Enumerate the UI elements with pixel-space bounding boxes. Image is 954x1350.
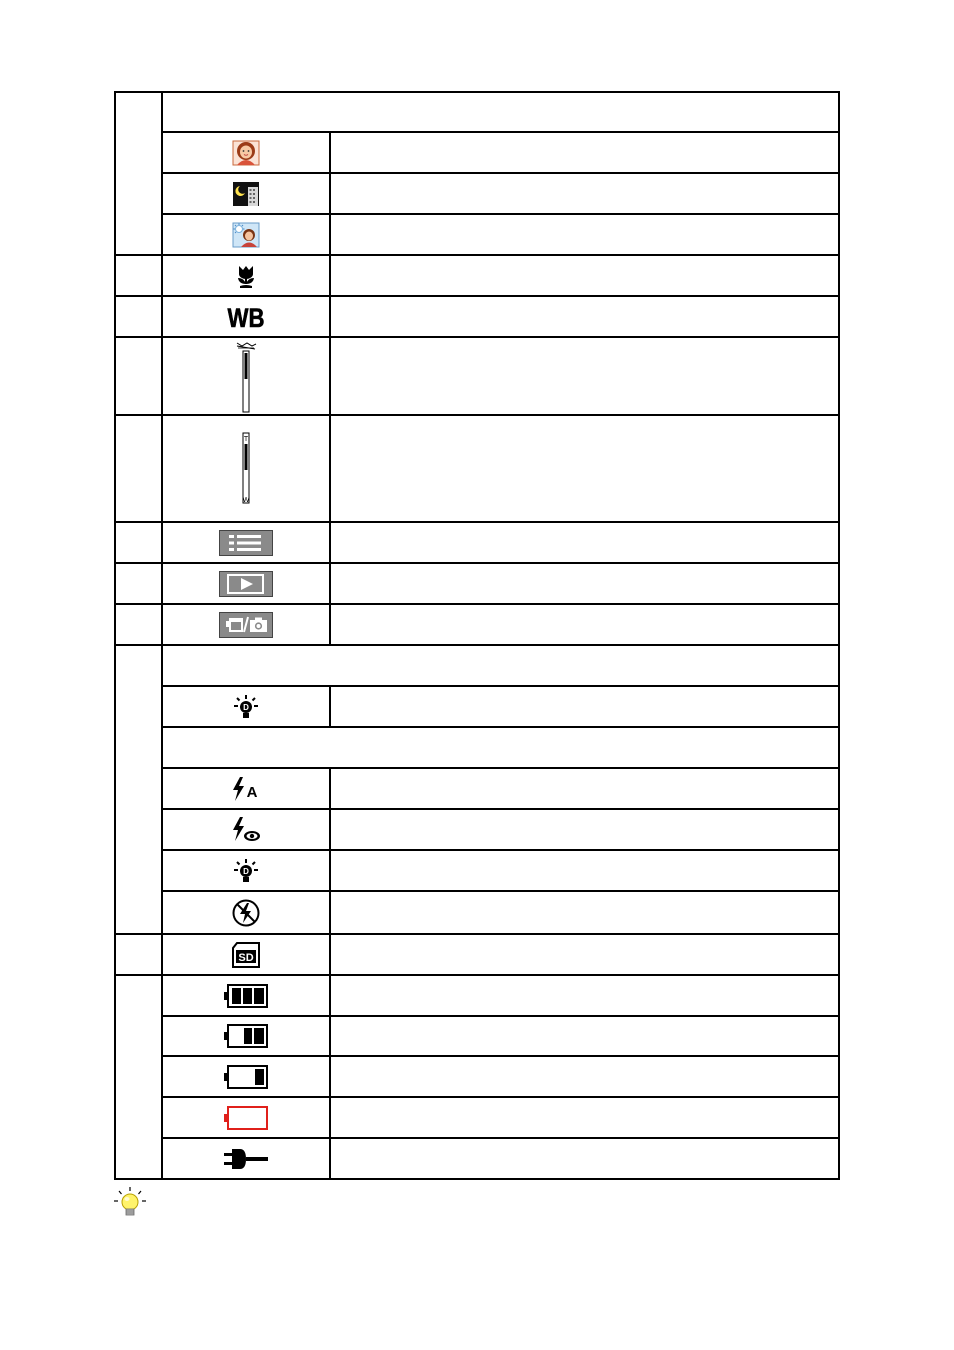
sd-card-icon — [162, 935, 330, 974]
white-balance-icon — [162, 297, 330, 336]
sd-card-label: SD — [238, 951, 254, 964]
zoom-wide-label: W — [242, 497, 250, 504]
macro-tulip-icon — [162, 256, 330, 295]
battery-empty-icon — [162, 1098, 330, 1137]
flash-auto-letter: A — [246, 783, 258, 801]
lightbulb-tip-icon — [112, 1186, 148, 1227]
playback-button-icon — [162, 564, 330, 603]
menu-button-icon — [162, 523, 330, 562]
digital-zoom-bar-icon — [162, 340, 330, 414]
table-divider — [162, 726, 840, 728]
flash-off-icon — [162, 892, 330, 933]
wb-text: WB — [227, 302, 265, 333]
flash-red-eye-icon — [162, 810, 330, 849]
flash-forced-on-icon — [162, 687, 330, 726]
flash-auto-icon — [162, 769, 330, 808]
zoom-tele-label: T — [243, 436, 249, 443]
optical-zoom-bar-icon — [162, 432, 330, 504]
battery-full-icon — [162, 976, 330, 1015]
battery-half-icon — [162, 1017, 330, 1055]
flash-on-letter: D — [243, 702, 249, 712]
flash-on-letter: D — [243, 866, 249, 876]
table-divider — [114, 644, 840, 646]
backlight-scene-icon — [162, 215, 330, 254]
battery-low-icon — [162, 1057, 330, 1096]
power-plug-icon — [162, 1139, 330, 1179]
night-scene-icon — [162, 174, 330, 213]
flash-forced-on-icon — [162, 851, 330, 890]
video-photo-mode-button-icon — [162, 605, 330, 644]
table-divider — [114, 414, 840, 416]
table-divider — [114, 336, 840, 338]
portrait-scene-icon — [162, 133, 330, 172]
